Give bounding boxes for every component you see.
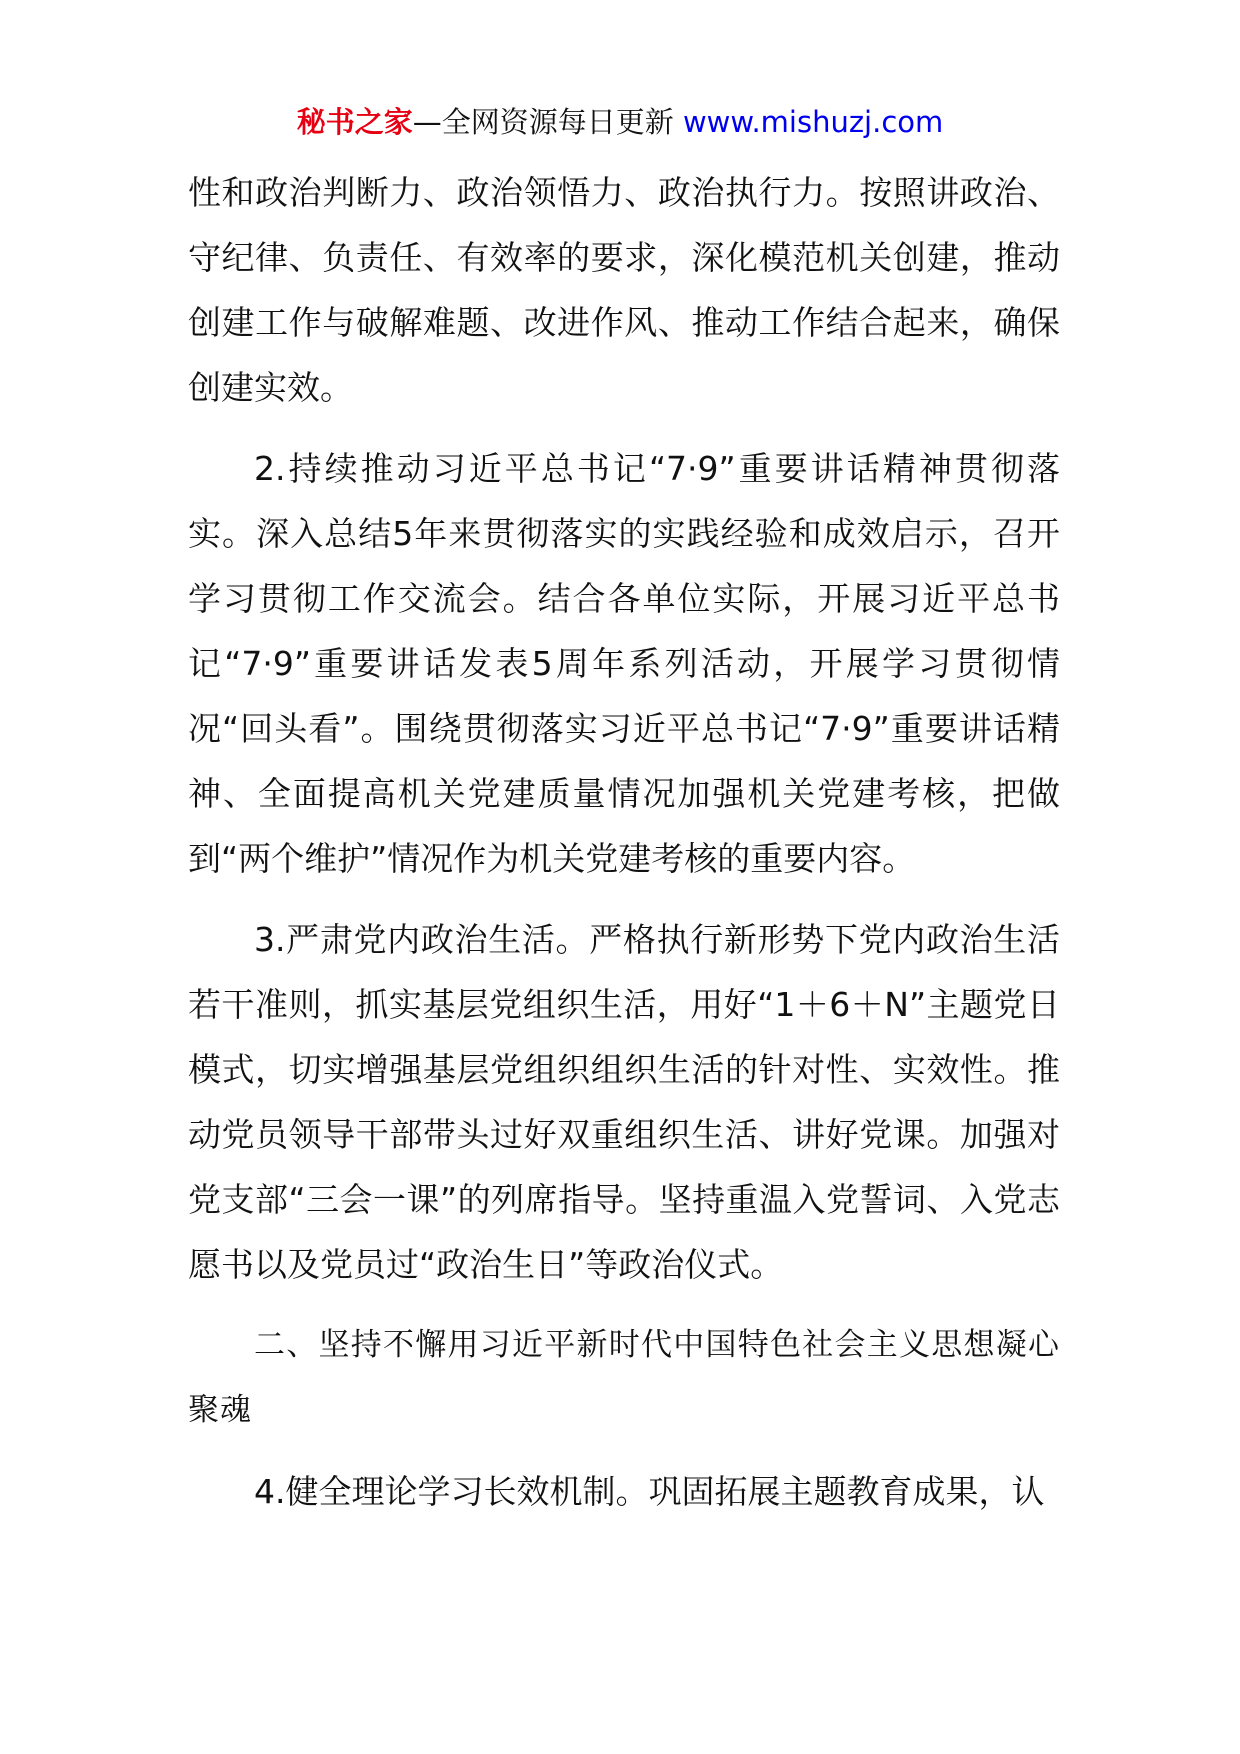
paragraph-continuation: 性和政治判断力、政治领悟力、政治执行力。按照讲政治、守纪律、负责任、有效率的要求，深化模范机关创建，推动创建工作与破解难题、改进作风、推动工作结合起来，确保创建实效。	[188, 173, 1060, 407]
watermark-header	[0, 100, 1240, 144]
document-body	[188, 160, 1060, 1524]
section-heading-2: 二、坚持不懈用习近平新时代中国特色社会主义思想凝心聚魂	[188, 1327, 1060, 1428]
site-url-link[interactable]: www.mishuzj.com	[682, 105, 944, 139]
site-tagline: —全网资源每日更新	[412, 105, 674, 139]
site-brand: 秘书之家	[296, 105, 413, 139]
paragraph-item-3: 3.严肃党内政治生活。严格执行新形势下党内政治生活若干准则，抓实基层党组织生活，用好“1＋6＋N”主题党日模式，切实增强基层党组织组织生活的针对性、实效性。推动党员领导干部带头过好双重组织生活、讲好党课。加强对党支部“三会一课”的列席指导。坚持重温入党誓词、入党志愿书以及党员过“政治生日”等政治仪式。	[188, 920, 1060, 1284]
paragraph-item-2: 2.持续推动习近平总书记“7·9”重要讲话精神贯彻落实。深入总结5年来贯彻落实的实践经验和成效启示，召开学习贯彻工作交流会。结合各单位实际，开展习近平总书记“7·9”重要讲话发表5周年系列活动，开展学习贯彻情况“回头看”。围绕贯彻落实习近平总书记“7·9”重要讲话精神、全面提高机关党建质量情况加强机关党建考核，把做到“两个维护”情况作为机关党建考核的重要内容。	[188, 449, 1060, 878]
paragraph-item-4: 4.健全理论学习长效机制。巩固拓展主题教育成果，认	[254, 1472, 1045, 1511]
